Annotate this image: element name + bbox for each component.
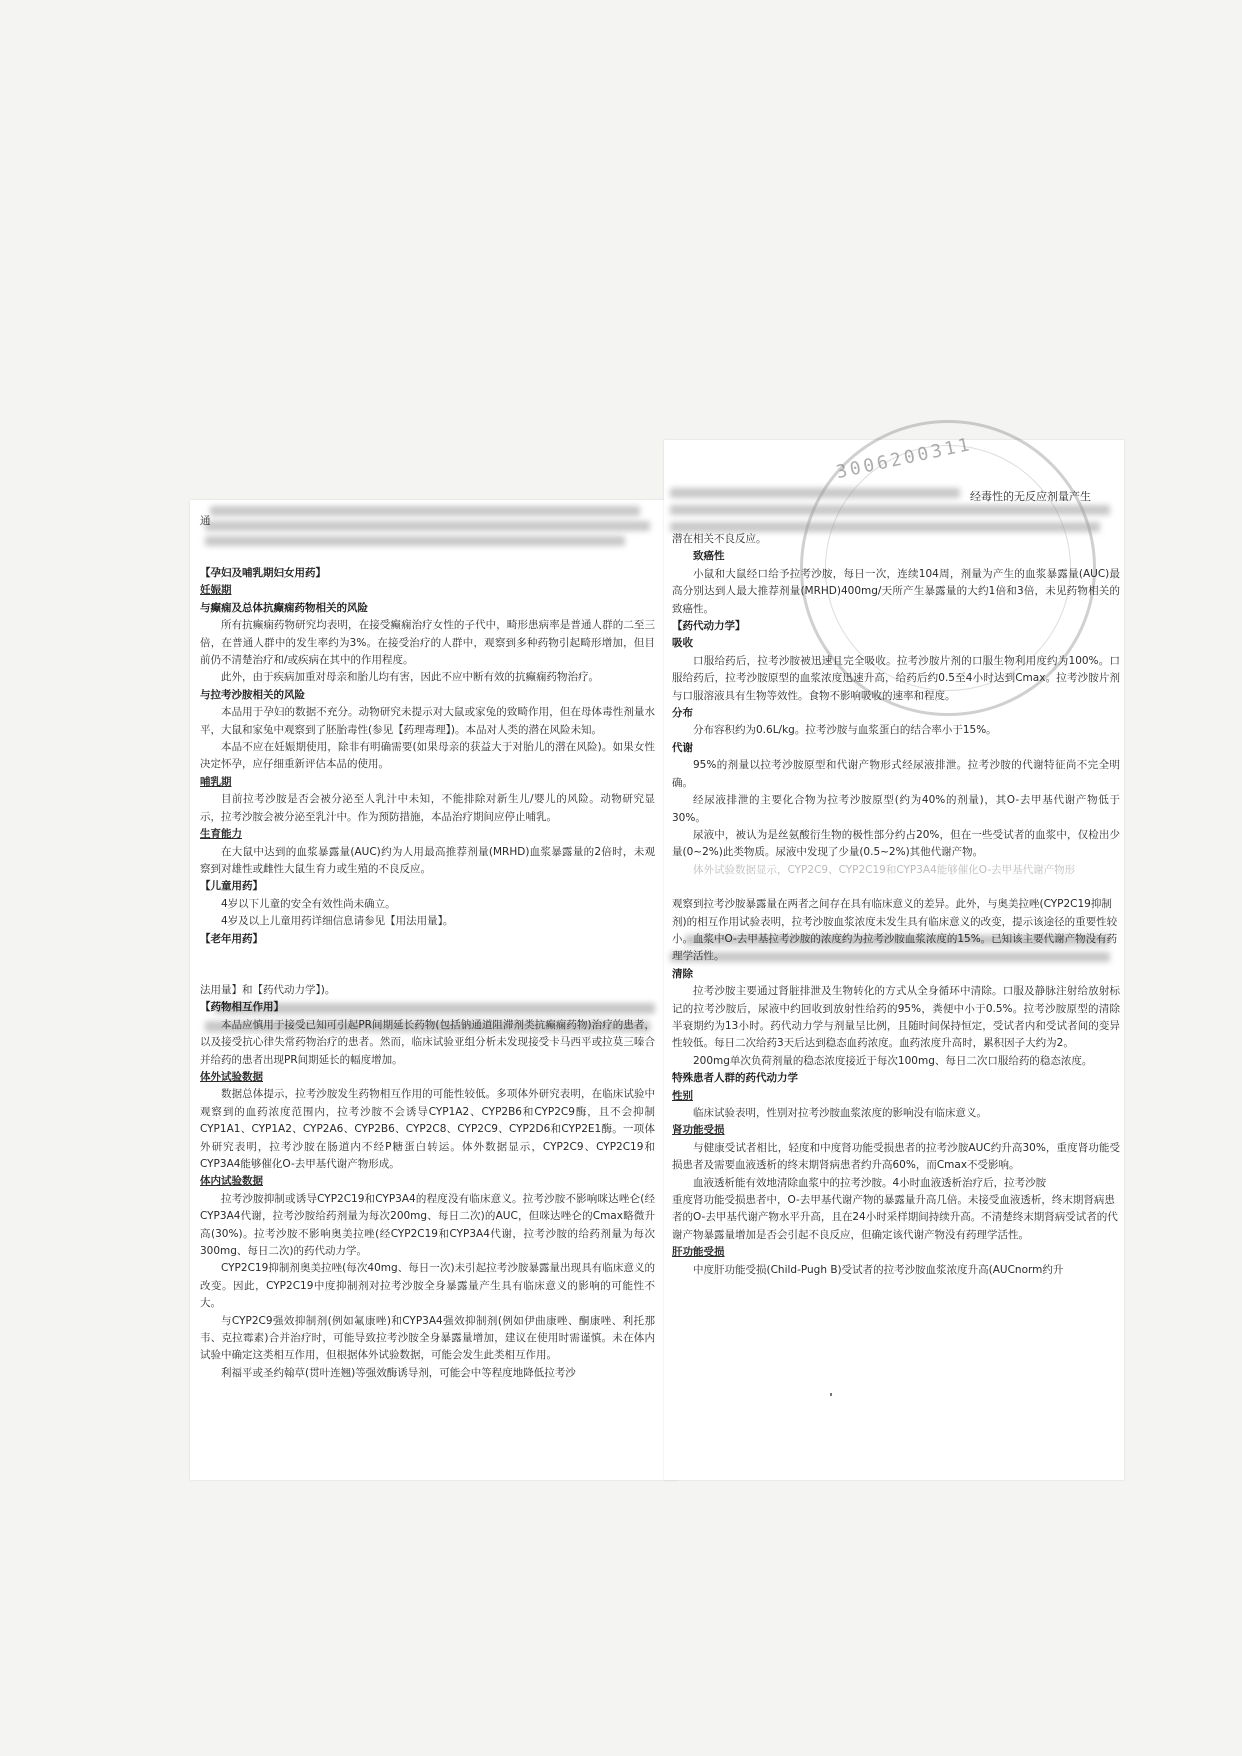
renal-paragraph-1: 与健康受试者相比，轻度和中度肾功能受损患者的拉考沙胺AUC约升高30%，重度肾功能受损患者及需要血液透析的终末期肾病患者约升高60%，而Cmax不受影响。: [672, 1141, 1120, 1172]
distribution-title: 分布: [672, 707, 693, 720]
carcinogenicity-title: 致癌性: [693, 550, 725, 563]
aed-risk-title: 与癫痫及总体抗癫痫药物相关的风险: [200, 601, 368, 614]
drug-interaction-paragraph: 本品应慎用于接受已知可引起PR间期延长药物(包括钠通道阻滞剂类抗癫痫药物)治疗的患者，以及接受抗心律失常药物治疗的患者。然而，临床试验亚组分析未发现接受卡马西平或拉莫三嗪合并给药的患者出现PR间期延长的幅度增加。: [200, 1018, 655, 1066]
pediatric-paragraph-2: 4岁及以上儿童用药详细信息请参见【用法用量】。: [221, 915, 454, 928]
left-column: [200, 513, 655, 1382]
elimination-paragraph-1: 拉考沙胺主要通过肾脏排泄及生物转化的方式从全身循环中清除。口服及静脉注射给放射标记的拉考沙胺后，尿液中约回收到放射性给药的95%，粪便中小于0.5%。拉考沙胺原型的清除半衰期约为13小时。药代动力学与剂量呈比例，且随时间保持恒定，受试者内和受试者间的变异性较低。每日二次给药3天后达到稳态血药浓度。血药浓度升高时，累积因子大约为2。: [672, 985, 1120, 1050]
potential-reaction-tail: 潜在相关不良反应。: [672, 533, 767, 545]
in-vivo-paragraph-1: 拉考沙胺抑制或诱导CYP2C19和CYP3A4的程度没有临床意义。拉考沙胺不影响咪达唑仑(经CYP3A4代谢，拉考沙胺给药剂量为每次200mg、每日二次)的AUC，但咪达唑仑的Cmax略微升高(30%)。拉考沙胺不影响奥美拉唑(经CYP2C19和CYP3A4代谢，拉考沙胺的给药剂量为每次300mg、每日二次)的药代动力学。: [200, 1192, 655, 1258]
distribution-paragraph: 分布容积约为0.6L/kg。拉考沙胺与血浆蛋白的结合率小于15%。: [693, 724, 997, 737]
in-vivo-paragraph-4: 利福平或圣约翰草(贯叶连翘)等强效酶诱导剂，可能会中等程度地降低拉考沙: [221, 1366, 576, 1379]
in-vivo-title: 体内试验数据: [200, 1175, 263, 1188]
right-top-fragment: 经毒性的无反应剂量产生: [970, 490, 1091, 503]
scan-speck: [830, 1393, 832, 1396]
geriatric-tail: 法用量】和【药代动力学】)。: [200, 983, 336, 996]
right-column: [672, 497, 1120, 1279]
metabolism-paragraph-1: 95%的剂量以拉考沙胺原型和代谢产物形式经尿液排泄。拉考沙胺的代谢特征尚不完全明确。: [672, 759, 1120, 789]
in-vitro-title: 体外试验数据: [200, 1070, 263, 1083]
absorption-title: 吸收: [672, 637, 693, 650]
pharmacokinetics-header: 【药代动力学】: [672, 620, 746, 633]
pediatric-header: 【儿童用药】: [200, 880, 263, 893]
aed-risk-paragraph-1: 所有抗癫痫药物研究均表明，在接受癫痫治疗女性的子代中，畸形患病率是普通人群的二至三倍，在普通人群中的发生率约为3%。在接受治疗的人群中，观察到多种药物引起畸形增加，但目前仍不清楚治疗和/或疾病在其中的作用程度。: [200, 619, 655, 667]
absorption-paragraph: 口服给药后，拉考沙胺被迅速且完全吸收。拉考沙胺片剂的口服生物利用度约为100%。口服给药后，拉考沙胺原型的血浆浓度迅速升高，给药后约0.5至4小时达到Cmax。拉考沙胺片剂与口服溶液具有生物等效性。食物不影响吸收的速率和程度。: [672, 654, 1120, 702]
in-vivo-paragraph-2: CYP2C19抑制剂奥美拉唑(每次40mg、每日一次)未引起拉考沙胺暴露量出现具有临床意义的改变。因此，CYP2C19中度抑制剂对拉考沙胺全身暴露量产生具有临床意义的影响的可能性不大。: [200, 1262, 655, 1310]
in-vivo-paragraph-3: 与CYP2C9强效抑制剂(例如氟康唑)和CYP3A4强效抑制剂(例如伊曲康唑、酮康唑、利托那韦、克拉霉素)合并治疗时，可能导致拉考沙胺全身暴露量增加，建议在使用时需谨慎。未在体内试验中确定这类相互作用，但根据体外试验数据，可能会发生此类相互作用。: [200, 1314, 655, 1362]
metabolism-paragraph-4: 观察到拉考沙胺暴露量在两者之间存在具有临床意义的差异。此外，与奥美拉唑(CYP2C19抑制剂)的相互作用试验表明，拉考沙胺血浆浓度未发生具有临床意义的改变，提示该途径的重要性较小。血浆中O-去甲基拉考沙胺的浓度约为拉考沙胺血浆浓度的15%。已知该主要代谢产物没有药理学活性。: [672, 898, 1118, 963]
sex-title: 性别: [672, 1089, 693, 1102]
pediatric-paragraph-1: 4岁以下儿童的安全有效性尚未确立。: [221, 897, 396, 910]
geriatric-header: 【老年用药】: [200, 932, 263, 945]
special-population-title: 特殊患者人群的药代动力学: [672, 1072, 798, 1085]
lacosamide-risk-paragraph-2: 本品不应在妊娠期使用，除非有明确需要(如果母亲的获益大于对胎儿的潜在风险)。如果女性决定怀孕，应仔细重新评估本品的使用。: [200, 741, 655, 771]
elimination-paragraph-2: 200mg单次负荷剂量的稳态浓度接近于每次100mg、每日二次口服给药的稳态浓度。: [693, 1054, 1093, 1067]
drug-interaction-header: 【药物相互作用】: [200, 1001, 284, 1014]
metabolism-paragraph-3: 尿液中，被认为是丝氨酸衍生物的极性部分约占20%，但在一些受试者的血浆中，仅检出少量(0~2%)此类物质。尿液中发现了少量(0.5~2%)其他代谢产物。: [672, 828, 1120, 859]
renal-impairment-title: 肾功能受损: [672, 1124, 725, 1137]
hepatic-paragraph: 中度肝功能受损(Child-Pugh B)受试者的拉考沙胺血浆浓度升高(AUCnorm约升: [693, 1263, 1064, 1276]
in-vitro-paragraph: 数据总体提示，拉考沙胺发生药物相互作用的可能性较低。多项体外研究表明，在临床试验中观察到的血药浓度范围内，拉考沙胺不会诱导CYP1A2、CYP2B6和CYP2C9酶，且不会抑制CYP1A1、CYP1A2、CYP2A6、CYP2B6、CYP2C8、CYP2C9、CYP2D6和CYP2E1酶。一项体外研究表明，拉考沙胺在肠道内不经P糖蛋白转运。体外数据显示，CYP2C9、CYP2C19和CYP3A4能够催化O-去甲基代谢产物形成。: [200, 1088, 655, 1170]
lactation-paragraph: 目前拉考沙胺是否会被分泌至人乳汁中未知，不能排除对新生儿/婴儿的风险。动物研究显示，拉考沙胺会被分泌至乳汁中。作为预防措施，本品治疗期间应停止哺乳。: [200, 793, 655, 823]
fertility-title: 生育能力: [200, 828, 242, 841]
hepatic-impairment-title: 肝功能受损: [672, 1246, 725, 1259]
elimination-title: 清除: [672, 967, 693, 980]
lactation-title: 哺乳期: [200, 775, 232, 788]
left-edge-char: 通: [200, 515, 211, 527]
metabolism-paragraph-2: 经尿液排泄的主要化合物为拉考沙胺原型(约为40%的剂量)，其O-去甲基代谢产物低于30%。: [672, 794, 1120, 824]
lacosamide-risk-title: 与拉考沙胺相关的风险: [200, 688, 305, 701]
carcinogenicity-paragraph: 小鼠和大鼠经口给予拉考沙胺，每日一次，连续104周，剂量为产生的血浆暴露量(AUC)最高分别达到人最大推荐剂量(MRHD)400mg/天所产生暴露量的大约1倍和3倍，未见药物相关的致癌性。: [672, 567, 1120, 615]
renal-paragraph-2: 血液透析能有效地清除血浆中的拉考沙胺。4小时血液透析治疗后，拉考沙胺: [693, 1176, 1047, 1189]
metabolism-title: 代谢: [672, 741, 693, 754]
lacosamide-risk-paragraph-1: 本品用于孕妇的数据不充分。动物研究未提示对大鼠或家兔的致畸作用，但在母体毒性剂量水平，大鼠和家兔中观察到了胚胎毒性(参见【药理毒理】)。本品对人类的潜在风险未知。: [200, 706, 655, 736]
pregnancy-title: 妊娠期: [200, 584, 232, 597]
aed-risk-paragraph-2: 此外，由于疾病加重对母亲和胎儿均有害，因此不应中断有效的抗癫痫药物治疗。: [221, 671, 599, 684]
pregnancy-lactation-header: 【孕妇及哺乳期妇女用药】: [200, 567, 326, 579]
renal-paragraph-3: 重度肾功能受损患者中，O-去甲基代谢产物的暴露量升高几倍。未接受血液透析，终末期肾病患者的O-去甲基代谢产物水平升高，且在24小时采样期间持续升高。不清楚终末期肾病受试者的代谢产物暴露量增加是否会引起不良反应，但确定该代谢产物没有药理学活性。: [672, 1194, 1118, 1241]
sex-paragraph: 临床试验表明，性别对拉考沙胺血浆浓度的影响没有临床意义。: [693, 1107, 987, 1119]
seal-text: 3006200311: [834, 433, 975, 484]
metabolism-paragraph-4-head: 体外试验数据显示，CYP2C9、CYP2C19和CYP3A4能够催化O-去甲基代谢产物形: [693, 863, 1076, 876]
fertility-paragraph: 在大鼠中达到的血浆暴露量(AUC)约为人用最高推荐剂量(MRHD)血浆暴露量的2倍时，未观察到对雄性或雌性大鼠生育力或生殖的不良反应。: [200, 845, 655, 875]
